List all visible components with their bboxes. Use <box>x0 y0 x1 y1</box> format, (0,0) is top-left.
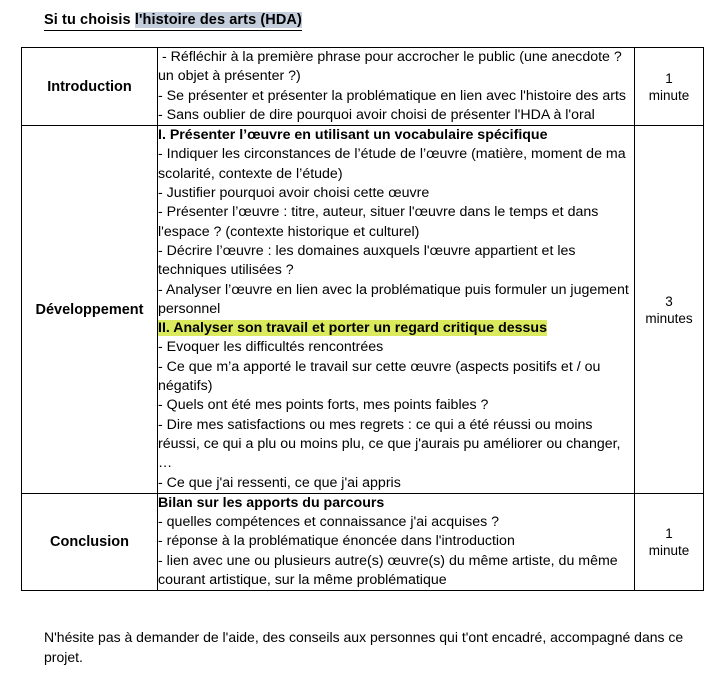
content-line: - Ce que m’a apporté le travail sur cette œuvre (aspects positifs et / ou négatifs) <box>158 358 601 395</box>
page-title <box>44 12 302 31</box>
phase-label-cell: Développement <box>22 126 158 494</box>
content-line: - Présenter l’œuvre : titre, auteur, situer l'œuvre dans le temps et dans l'espace ? (contexte historique et culturel) <box>158 204 599 240</box>
content-line: - Analyser l’œuvre en lien avec la problématique puis formuler un jugement personnel <box>158 281 629 317</box>
content-line: I. Présenter l’œuvre en utilisant un vocabulaire spécifique <box>158 127 548 144</box>
content-line: - Quels ont été mes points forts, mes points faibles ? <box>158 397 489 414</box>
content-line: Bilan sur les apports du parcours <box>158 494 385 511</box>
duration-number: 3 <box>665 293 673 309</box>
footer-note: N'hésite pas à demander de l'aide, des conseils aux personnes qui t'ont encadré, accompagné dans ce projet. <box>44 629 684 665</box>
content-line: - Justifier pourquoi avoir choisi cette œuvre <box>158 185 430 202</box>
table-body <box>22 48 704 591</box>
highlight-mark: II. Analyser son travail et porter un regard critique dessus <box>158 320 547 337</box>
oral-presentation-plan-table <box>21 47 704 591</box>
content-line: - Sans oublier de dire pourquoi avoir choisi de présenter l'HDA à l'oral <box>158 106 595 123</box>
table-row <box>22 126 704 494</box>
duration-unit: minute <box>648 87 690 103</box>
table-row <box>22 48 704 126</box>
content-line: - Réfléchir à la première phrase pour accrocher le public (une anecdote ? un objet à présenter ?) <box>158 49 622 85</box>
content-line: - Ce que j'ai ressenti, ce que j'ai appris <box>158 474 401 491</box>
content-line: - Décrire l’œuvre : les domaines auxquels l'œuvre appartient et les techniques utilisées ? <box>158 242 576 279</box>
duration-cell <box>635 48 704 126</box>
duration-number: 1 <box>665 526 673 542</box>
duration-cell <box>635 493 704 590</box>
duration-number: 1 <box>665 70 673 86</box>
content-line: - quelles compétences et connaissance j'ai acquises ? <box>158 514 500 531</box>
phase-content-cell <box>158 126 635 494</box>
table-row <box>22 493 704 590</box>
highlighted-content-line <box>158 319 634 338</box>
phase-content-cell <box>158 48 635 126</box>
content-line: - réponse à la problématique énoncée dans l'introduction <box>158 533 515 550</box>
page-title-plain: Si tu choisis <box>44 12 135 28</box>
content-line: - lien avec une ou plusieurs autre(s) œuvre(s) du même artiste, du même courant artistique, sur la même problématique <box>158 552 618 589</box>
content-line: - Indiquer les circonstances de l’étude de l’œuvre (matière, moment de ma scolarité, contexte de l’étude) <box>158 146 626 182</box>
phase-content-cell <box>158 493 635 590</box>
duration-unit: minutes <box>645 310 693 326</box>
content-line: - Evoquer les difficultés rencontrées <box>158 339 384 356</box>
phase-label-cell: Conclusion <box>22 493 158 590</box>
page-title-selected-text: l'histoire des arts (HDA) <box>134 12 302 28</box>
content-line: - Se présenter et présenter la problématique en lien avec l'histoire des arts <box>158 87 626 104</box>
phase-label-cell: Introduction <box>22 48 158 126</box>
duration-unit: minute <box>648 543 690 559</box>
duration-cell <box>635 126 704 494</box>
content-line: - Dire mes satisfactions ou mes regrets : ce qui a été réussi ou moins réussi, ce qui a plu ou moins plu, ce que j'aurais pu améliorer ou changer, … <box>158 416 621 472</box>
